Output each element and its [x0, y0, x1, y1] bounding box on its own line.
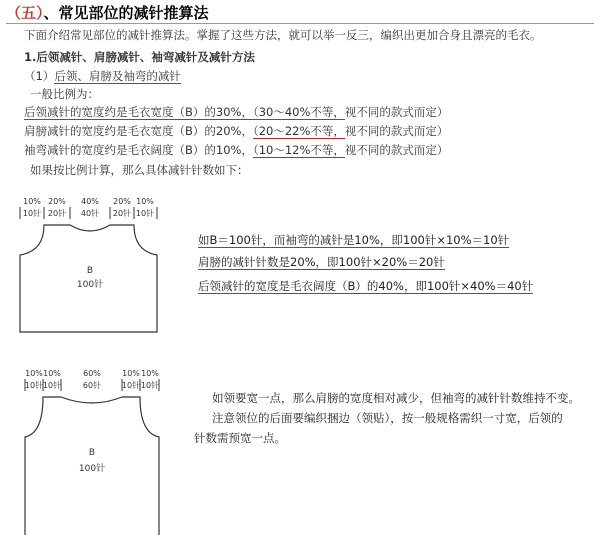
proportion-line: 如果按比例计算，那么具体减针针数如下： — [30, 163, 249, 177]
d2-stitch-5: 10针 — [140, 381, 160, 390]
ratio-row-neck — [24, 104, 448, 120]
d1-percent-1: 10% — [23, 197, 41, 206]
d2-stitch-3: 60针 — [82, 381, 102, 390]
d2-body-letter: B — [88, 448, 96, 458]
d2-percent-2: 10% — [43, 369, 61, 378]
subsection1-title: 后领、肩膀及袖弯的减针 — [54, 69, 181, 83]
d1-stitch-1: 10针 — [22, 209, 42, 218]
ratio-shoulder-range: （20～22%不等， — [252, 124, 345, 138]
note-line-3: 针数需预宽一点。 — [194, 431, 286, 445]
heading-divider — [6, 23, 594, 24]
d2-stitch-2: 10针 — [42, 381, 62, 390]
d1-percent-5: 10% — [136, 197, 154, 206]
ratio-shoulder-main: 肩膀减针的宽度约是毛衣宽度（B）的20%， — [24, 124, 253, 138]
back-piece-diagram-1 — [0, 195, 200, 340]
example-text-1: 如B＝100针，而袖弯的减针是10%，即100针×10%＝10针 — [198, 233, 510, 247]
d1-percent-3: 40% — [81, 197, 99, 206]
d2-percent-3: 60% — [83, 369, 101, 378]
d1-garment-outline — [20, 225, 157, 332]
d1-percent-4: 20% — [113, 197, 131, 206]
heading-number: （五） — [6, 4, 44, 22]
section-heading — [6, 2, 209, 23]
ratio-shoulder-tail: 视不同的款式而定） — [344, 124, 449, 138]
intro-text: 下面介绍常见部位的减针推算法。掌握了这些方法，就可以举一反三，编织出更加合身且漂亮的毛衣。 — [24, 28, 542, 42]
note-line-1: 如领要宽一点，那么肩膀的宽度相对减少，但袖弯的减针针数维持不变。 — [212, 391, 580, 405]
example-line-1 — [198, 232, 509, 248]
example-line-3 — [198, 278, 533, 294]
d2-stitch-4: 10针 — [121, 381, 141, 390]
d1-stitch-5: 10针 — [135, 209, 155, 218]
subsection1-prefix: （1） — [24, 69, 55, 83]
subsection1 — [24, 68, 181, 84]
ratio-neck-range: （30～40%不等， — [252, 105, 345, 119]
general-ratio-label: 一般比例为： — [30, 87, 99, 101]
ratio-row-shoulder — [24, 123, 448, 139]
d1-body-stitches: 100针 — [76, 280, 104, 290]
ratio-armhole-range: （10～12%不等， — [252, 143, 345, 157]
d2-percent-5: 10% — [141, 369, 159, 378]
back-piece-diagram-2 — [0, 367, 200, 537]
d1-body-letter: B — [86, 266, 94, 276]
example-text-2: 肩膀的减针针数是20%，即100针×20%＝20针 — [198, 255, 445, 269]
d2-stitch-1: 10针 — [24, 381, 44, 390]
d2-percent-1: 10% — [25, 369, 43, 378]
d1-stitch-3: 40针 — [80, 209, 100, 218]
example-text-3: 后领减针的宽度是毛衣阔度（B）的40%，即100针×40%＝40针 — [198, 279, 534, 293]
example-line-2 — [198, 254, 445, 270]
ratio-neck-main: 后领减针的宽度约是毛衣宽度（B）的30%， — [24, 105, 253, 119]
ratio-row-armhole — [24, 142, 448, 158]
ratio-neck-tail: 视不同的款式而定） — [344, 105, 449, 119]
d1-percent-2: 20% — [48, 197, 66, 206]
note-line-2: 注意领位的后面要编织捆边（领贴），按一般规格需织一寸宽，后领的 — [212, 411, 563, 425]
ratio-armhole-main: 袖弯减针的宽度约是毛衣阔度（B）的10%， — [24, 143, 253, 157]
section1-title: 1.后领减针、肩膀减针、袖弯减针及减针方法 — [24, 50, 255, 64]
d1-stitch-4: 20针 — [112, 209, 132, 218]
d2-percent-4: 10% — [122, 369, 140, 378]
d2-body-stitches: 100针 — [78, 464, 106, 474]
d1-stitch-2: 20针 — [47, 209, 67, 218]
heading-title: 、常见部位的减针推算法 — [43, 4, 209, 22]
ratio-armhole-tail: 视不同的款式而定） — [344, 143, 449, 157]
